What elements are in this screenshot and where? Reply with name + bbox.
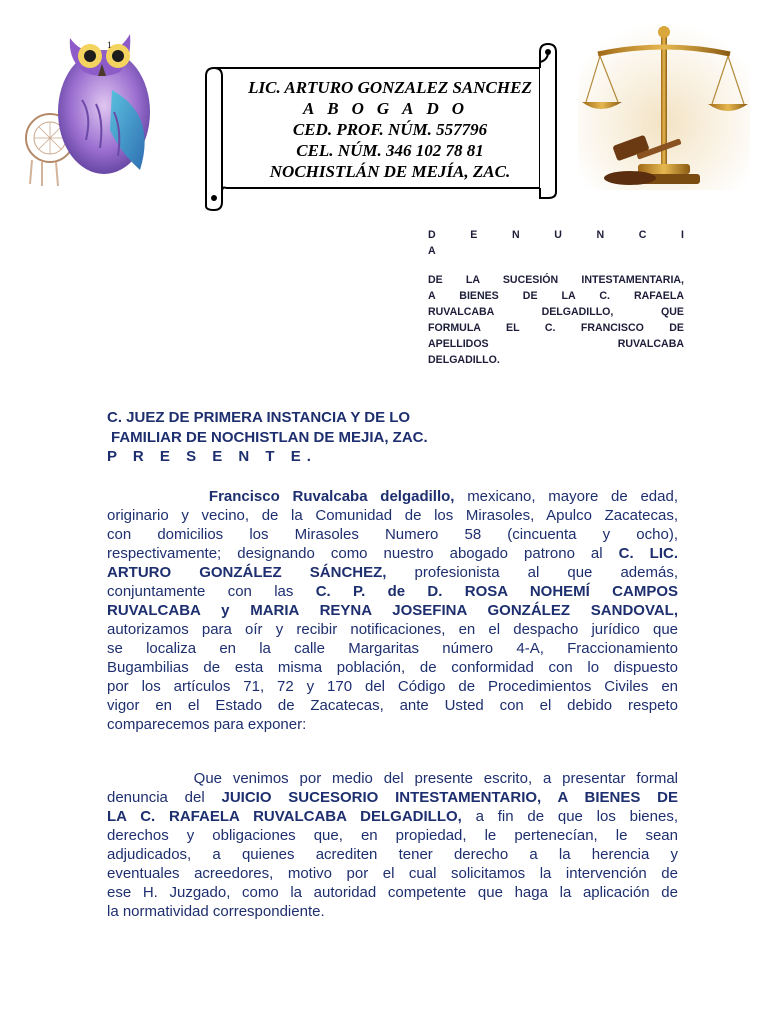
denuncia-description-line: A BIENES DE LA C. RAFAELA [428, 290, 684, 302]
bold-text: ARTURO GONZÁLEZ SÁNCHEZ, [107, 564, 387, 581]
scales-of-justice-illustration [578, 22, 750, 190]
text: originario y vecino, de la Comunidad de los Mirasoles, Apulco Zacatecas, [107, 507, 678, 524]
denuncia-description [428, 272, 684, 368]
lawyer-profession: ABOGADO [302, 99, 478, 118]
bold-text: LA C. RAFAELA RUVALCABA DELGADILLO, [107, 808, 462, 825]
denuncia-letter: N [511, 229, 520, 241]
paragraph-line [107, 864, 678, 883]
paragraph-line [107, 715, 678, 734]
paragraph-line [107, 788, 678, 807]
paragraph-line [107, 525, 678, 544]
text: profesionista al que además, [386, 564, 678, 581]
bold-text: C. LIC. [618, 545, 678, 562]
text: con domicilios los Mirasoles Numero 58 (cincuenta y ocho), [107, 526, 678, 543]
denuncia-letter: D [428, 229, 436, 241]
text [107, 488, 209, 505]
paragraph-line [107, 620, 678, 639]
text: se localiza en la calle Margaritas número 4-A, Fraccionamiento [107, 640, 678, 657]
owl-illustration [22, 20, 164, 188]
denuncia-letter: U [554, 229, 562, 241]
paragraph-line [107, 826, 678, 845]
paragraph-line [107, 487, 678, 506]
paragraph-line [107, 696, 678, 715]
paragraph-line [107, 807, 678, 826]
text: adjudicados, a quienes acrediten tener derecho a la herencia y [107, 846, 678, 863]
paragraph-line [107, 639, 678, 658]
page-number: 1 [107, 40, 112, 50]
denuncia-title-tail: A [428, 245, 436, 257]
paragraph-line [107, 601, 678, 620]
denuncia-heading [428, 227, 684, 368]
text: vigor en el Estado de Zacatecas, ante Usted con el debido respeto [107, 697, 678, 714]
presente-line: P R E S E N T E. [107, 448, 317, 465]
paragraph-line [107, 658, 678, 677]
addressee-line-1: C. JUEZ DE PRIMERA INSTANCIA Y DE LO [107, 409, 411, 426]
text: conjuntamente con las [107, 583, 316, 600]
bold-text: JUICIO SUCESORIO INTESTAMENTARIO, A BIENES DE [221, 789, 678, 806]
paragraph-line [107, 544, 678, 563]
denuncia-letter: I [681, 229, 684, 241]
denuncia-letter: N [596, 229, 605, 241]
paragraph-line [107, 582, 678, 601]
denuncia-letter: E [470, 229, 478, 241]
text: Bugambilias de esta misma población, de conformidad con lo dispuesto [107, 659, 678, 676]
paragraph-line [107, 506, 678, 525]
lawyer-name: LIC. ARTURO GONZALEZ SANCHEZ [248, 78, 532, 97]
addressee [107, 408, 687, 467]
text: por los artículos 71, 72 y 170 del Código de Procedimientos Civiles en [107, 678, 678, 695]
text: respectivamente; designando como nuestro abogado patrono al [107, 545, 619, 562]
bold-text: Francisco Ruvalcaba delgadillo, [208, 488, 455, 505]
denuncia-description-line: DELGADILLO. [428, 354, 500, 366]
bold-text: C. P. de D. ROSA NOHEMÍ CAMPOS [315, 583, 678, 600]
text: ese H. Juzgado, como la autoridad competente que haga la aplicación de [107, 884, 678, 901]
denuncia-description-line: APELLIDOS RUVALCABA [428, 338, 684, 350]
paragraph-line [107, 883, 678, 902]
paragraph-line [107, 769, 678, 788]
text: a fin de que los bienes, [461, 808, 678, 825]
addressee-line-2: FAMILIAR DE NOCHISTLAN DE MEJIA, ZAC. [111, 428, 428, 446]
text: eventuales acreedores, motivo por el cual solicitamos la intervención de [107, 865, 678, 882]
text: mexicano, mayore de edad, [454, 488, 679, 505]
text: Que venimos por medio del presente escrito, a presentar formal [107, 770, 678, 787]
text: denuncia del [107, 789, 222, 806]
denuncia-description-line: RUVALCABA DELGADILLO, QUE [428, 306, 684, 318]
paragraph-2 [107, 769, 678, 921]
bold-text: RUVALCABA y MARIA REYNA JOSEFINA GONZÁLEZ SANDOVAL, [107, 602, 678, 619]
paragraph-1 [107, 487, 678, 734]
cell-phone: CEL. NÚM. 346 102 78 81 [296, 141, 484, 160]
text: la normatividad correspondiente. [107, 903, 325, 920]
text: comparecemos para exponer: [107, 716, 307, 733]
text: autorizamos para oír y recibir notificaciones, en el despacho jurídico que [107, 621, 678, 638]
lawyer-location: NOCHISTLÁN DE MEJÍA, ZAC. [269, 162, 511, 181]
denuncia-description-line: DE LA SUCESIÓN INTESTAMENTARIA, [428, 274, 684, 286]
professional-license: CED. PROF. NÚM. 557796 [292, 120, 488, 139]
paragraph-line [107, 563, 678, 582]
denuncia-description-line: FORMULA EL C. FRANCISCO DE [428, 322, 684, 334]
paragraph-line [107, 902, 678, 921]
denuncia-letter: C [638, 229, 647, 241]
lawyer-letterhead [218, 77, 562, 182]
paragraph-line [107, 677, 678, 696]
paragraph-line [107, 845, 678, 864]
text: derechos y obligaciones que, en propiedad, le pertenecían, le sean [107, 827, 678, 844]
denuncia-title [428, 227, 684, 243]
